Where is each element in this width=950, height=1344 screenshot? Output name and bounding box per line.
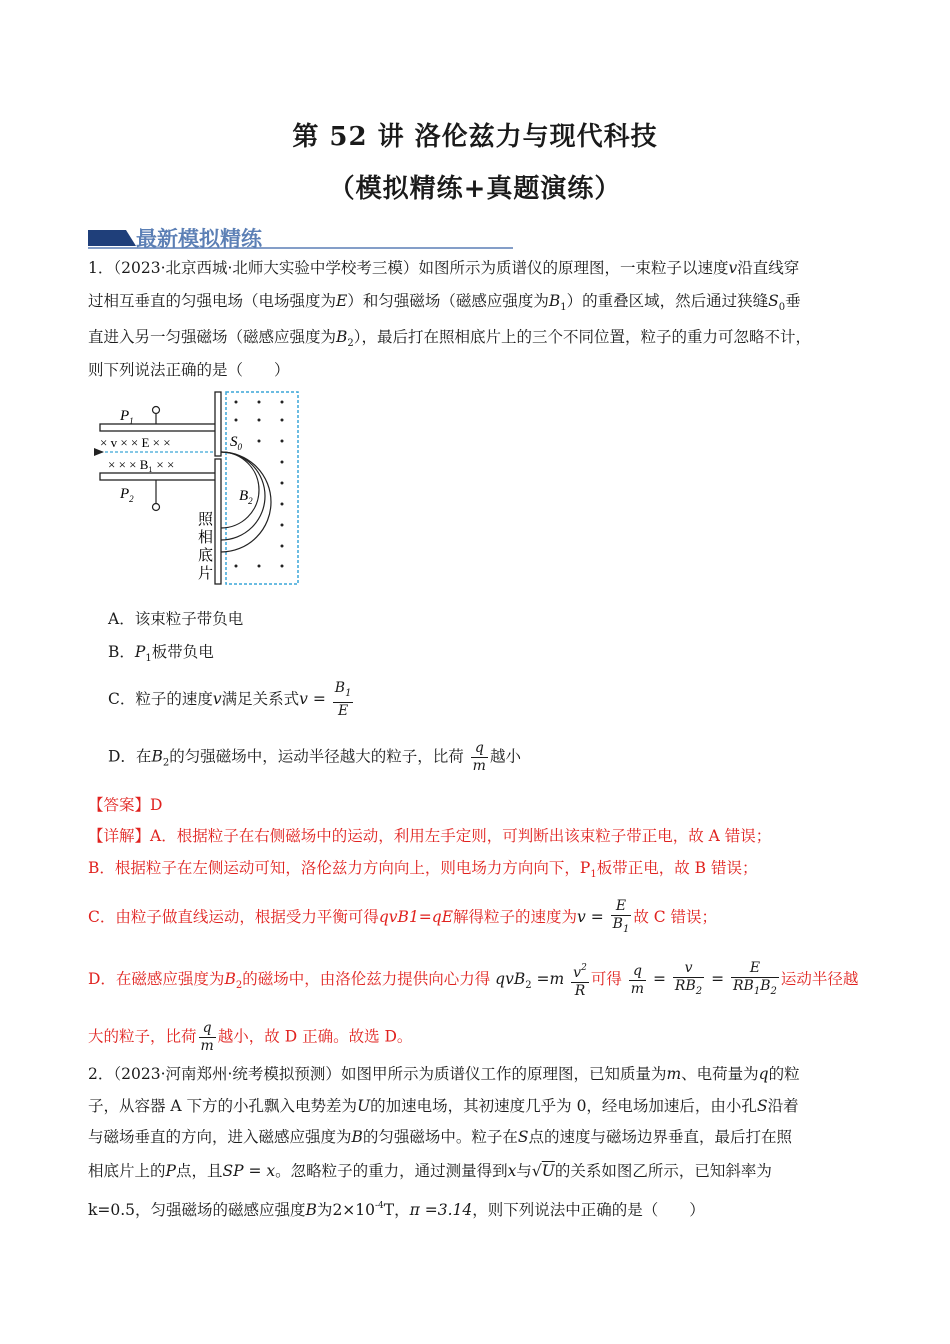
svg-text:S0: $S_0$ [230,434,242,452]
q1-line-3: 直进入另一匀强磁场（磁感应强度为$B_2$），最后打在照相底片上的三个不同位置，粒子的重力可忽略不计， [88,328,812,349]
svg-text:B2: $B_2$ [239,488,253,506]
svg-text:照: 照 [198,510,214,528]
q1-line-4: 则下列说法正确的是（ ） [88,361,290,379]
option-a: A．该束粒子带负电 [108,610,244,628]
svg-text:底: 底 [198,546,214,564]
q2-line-2: 子，从容器 A 下方的小孔飘入电势差为U的加速电场，其初速度几乎为 0，经电场加速后，由小孔S沿着 [88,1097,799,1115]
q2-line-1: 2．（2023·河南郑州·统考模拟预测）如图甲所示为质谱仪工作的原理图，已知质量为m、电荷量为q的粒 [88,1065,800,1083]
detail-a: 【详解】A．根据粒子在右侧磁场中的运动，利用左手定则，可判断出该束粒子带正电，故 A 错误； [88,827,772,845]
q2-line-3: 与磁场垂直的方向，进入磁感应强度为B的匀强磁场中。粒子在S点的速度与磁场边界垂直，最后打在照 [88,1128,793,1146]
svg-text:片: 片 [198,564,214,582]
detail-c: C．由粒子做直线运动，根据受力平衡可得qvB1=qE解得粒子的速度为v = $\frac{E}{B_1}$ 故 C 错误； [88,898,718,935]
answer: 【答案】D [88,796,163,814]
q2-line-4: 相底片上的P点，且SP = x。忽略粒子的重力，通过测量得到x与√U的关系如图乙所示，已知斜率为 [88,1162,772,1180]
page-title: 第 52 讲 洛伦兹力与现代科技 [292,122,658,152]
q1-line-2: 过相互垂直的匀强电场（电场强度为E）和匀强磁场（磁感应强度为$B_1$）的重叠区域，然后通过狭缝$S_0$垂 [88,292,801,313]
svg-text:相: 相 [198,528,214,546]
section-title: 最新模拟精练 [136,227,262,251]
svg-text:× × × B1× ×: × × × $B_1$ × × [108,457,175,474]
svg-text:× v × × E × ×: × v × × E × × [100,435,171,450]
detail-d: D．在磁感应强度为$B_2$的磁场中，由洛伦兹力提供向心力得 qvB$_2$ =m $\frac{v^2}{R}$ 可得 $\frac{q}{m}$ = $\frac{v}{RB_2}$ = $\frac{E}{RB_1B_2}$ 运动半径越 [88,960,859,999]
svg-text:P2: $P_2$ [120,486,134,504]
svg-text:P1: $P_1$ [120,408,134,426]
q1-line-1: 1．（2023·北京西城·北师大实验中学校考三模）如图所示为质谱仪的原理图，一束粒子以速度v沿直线穿 [88,259,800,277]
option-c: C．粒子的速度v满足关系式v = $\frac{B_1}{E}$ [108,680,352,719]
option-b: B．$P_1$板带负电 [108,643,214,664]
detail-b: B．根据粒子在左侧运动可知，洛伦兹力方向向上，则电场力方向向下，$P_1$板带正电，故 B 错误； [88,859,758,880]
page-subtitle: （模拟精练+真题演练） [328,174,622,204]
detail-e: 大的粒子，比荷 $\frac{q}{m}$ 越小，故 D 正确。故选 D。 [88,1020,413,1054]
mass-spectrometer-diagram [94,386,304,586]
q2-line-5: k=0.5，匀强磁场的磁感应强度B为$2\times 10^{-4}T$，π =3.14，则下列说法中正确的是（ ） [88,1201,705,1219]
option-d: D．在$B_2$的匀强磁场中，运动半径越大的粒子，比荷 $\frac{q}{m}$ 越小 [108,740,521,774]
